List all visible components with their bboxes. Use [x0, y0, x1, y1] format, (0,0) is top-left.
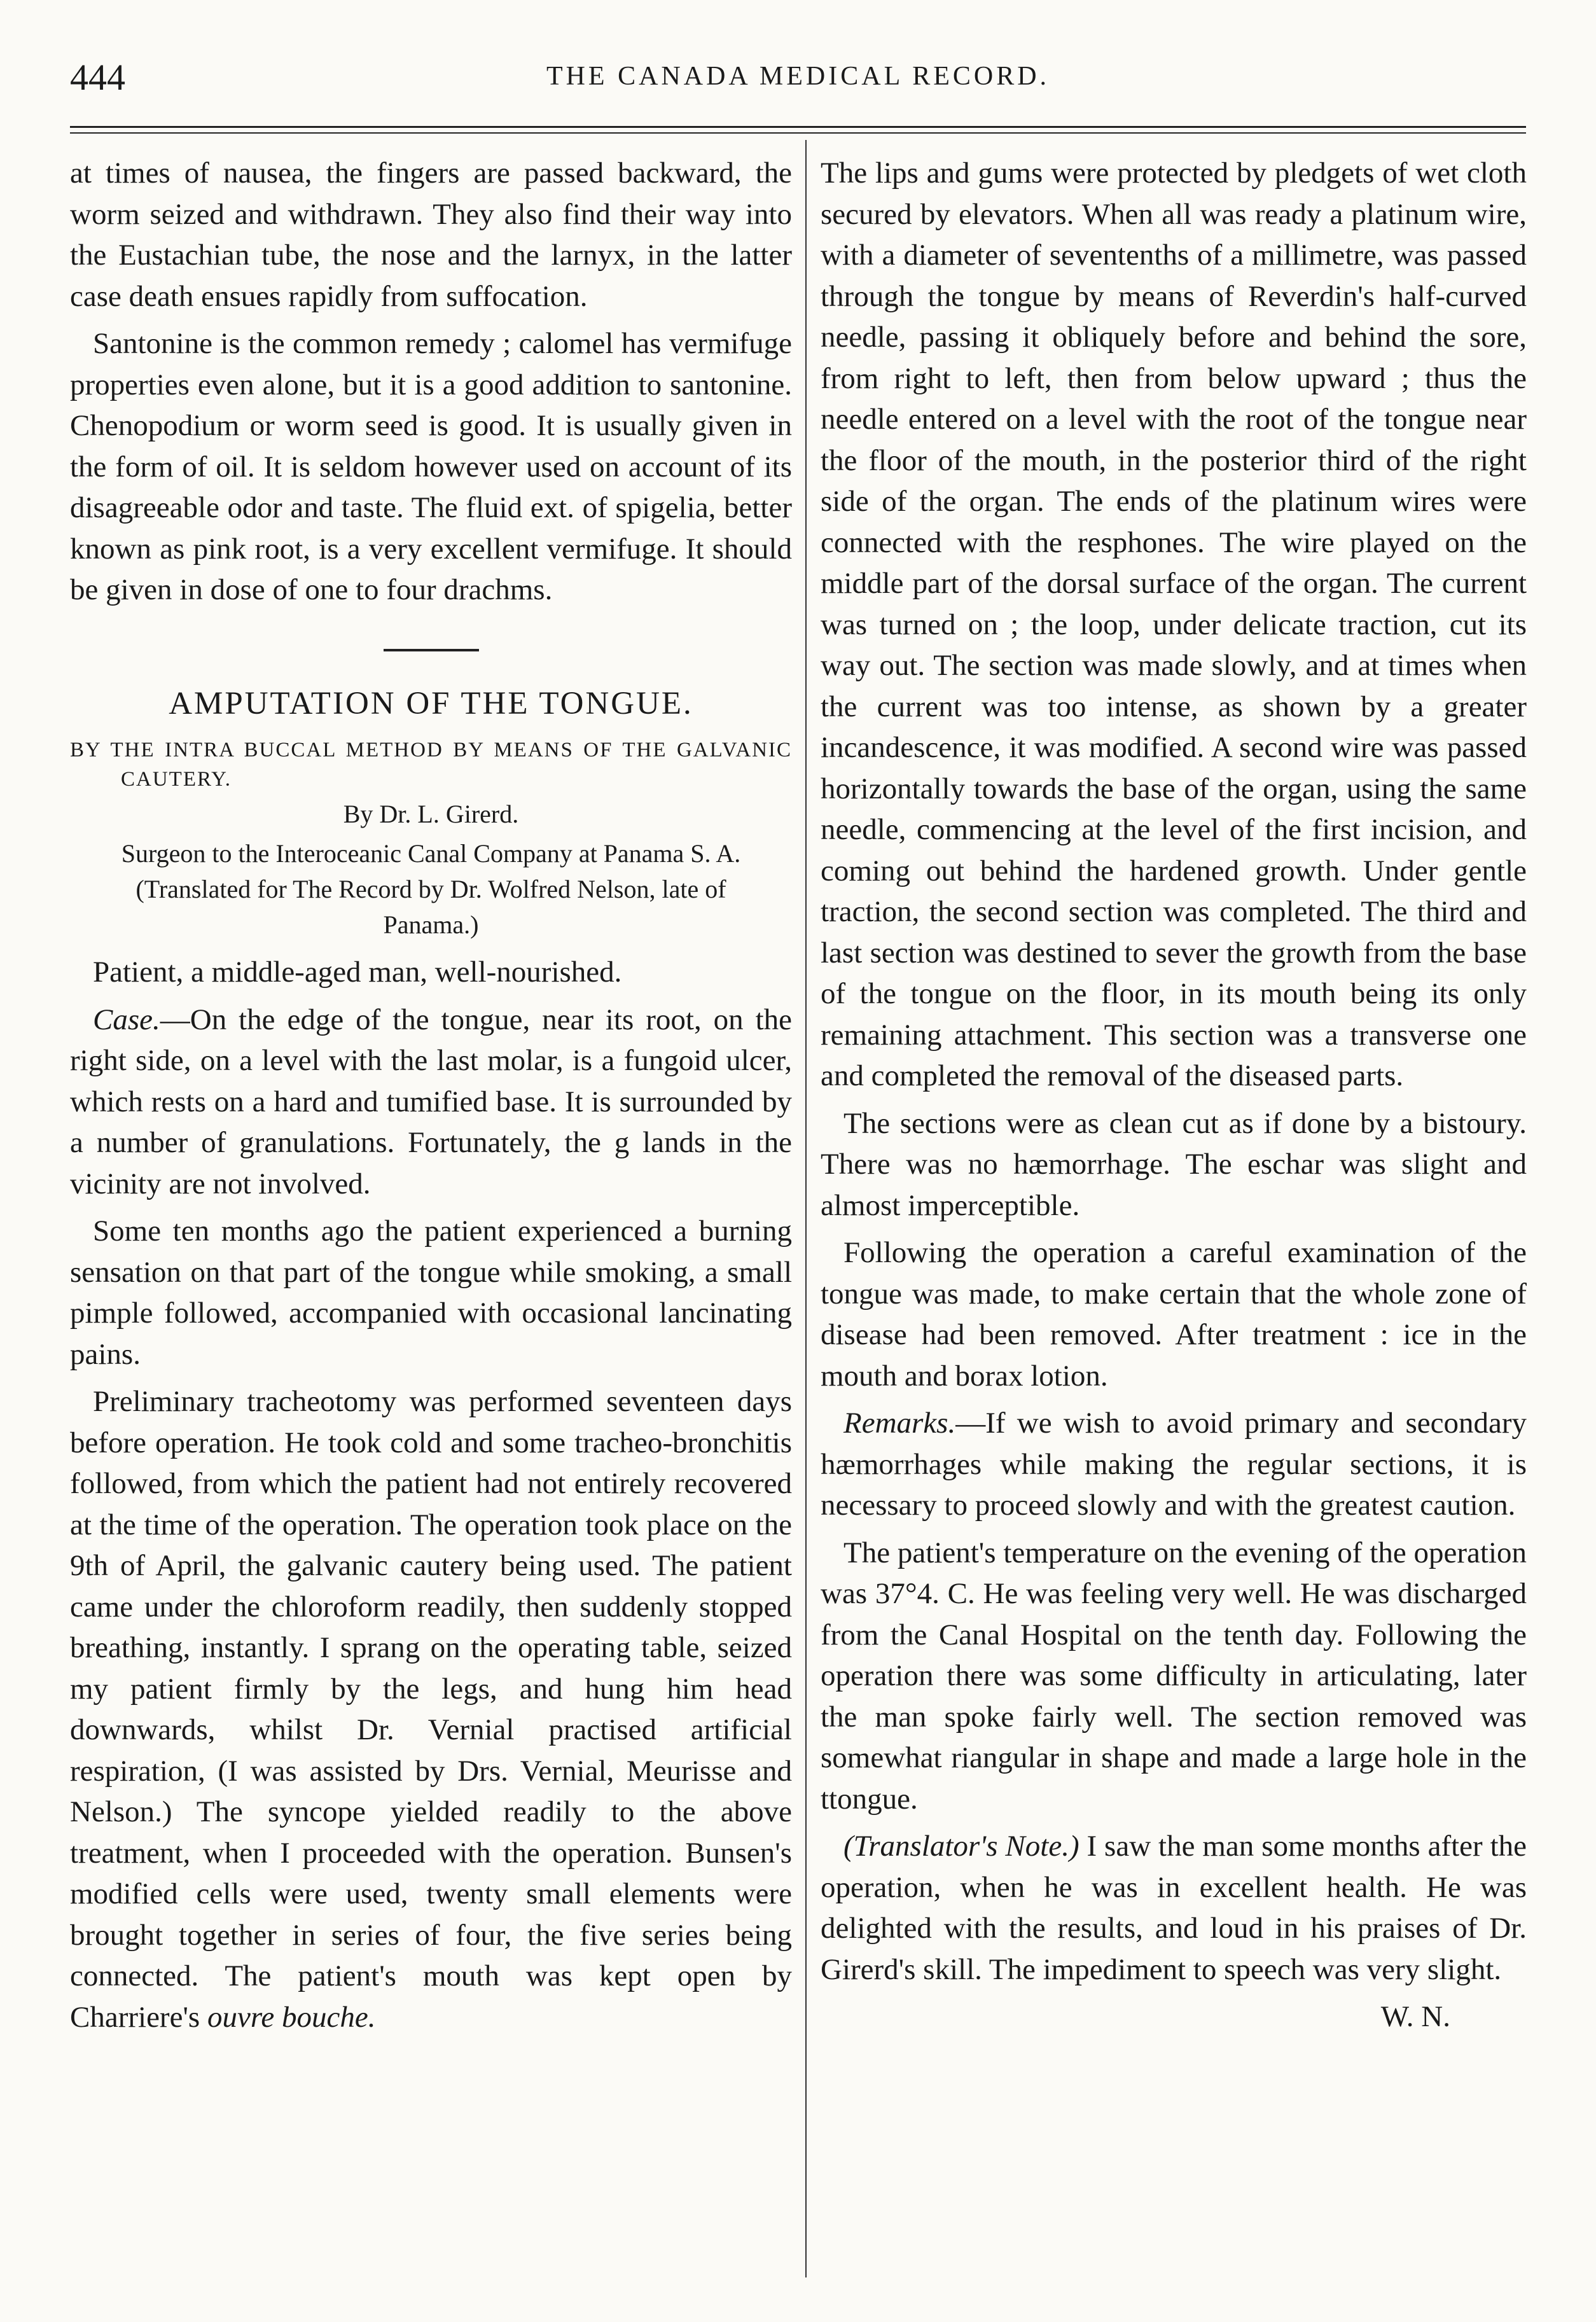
case-text: —On the edge of the tongue, near its root, on the right side, on a level with the last molar, is a fungoid ulcer, which rests on a hard and tumified base. It is surrounded by a number of granulations. Fortunately, the g lands in the vicinity are not involved. [70, 1003, 792, 1200]
case-label: Case. [93, 1003, 160, 1036]
paragraph: at times of nausea, the fingers are passed backward, the worm seized and withdrawn. They also find their way into the Eustachian tube, the nose and the larnyx, in the latter case death ensues rapidly from suffocation. [70, 156, 792, 313]
remarks-text: —If we wish to avoid primary and secondary hæmorrhages while making the regular sections, it is necessary to proceed slowly and with the greatest caution. [821, 1407, 1527, 1522]
article-author: By Dr. L. Girerd. [343, 800, 519, 828]
section-separator [384, 649, 479, 651]
translator-note-text: I saw the man some months after the operation, when he was in excellent health. He was delighted with the results, and loud in his praises of Dr. Girerd's skill. The impediment to speech was very slight. [821, 1830, 1527, 1986]
article-title: AMPUTATION OF THE TONGUE. [169, 685, 693, 721]
left-column [70, 153, 792, 2277]
header-rule-secondary [70, 132, 1526, 134]
remarks-label: Remarks. [843, 1407, 956, 1440]
paragraph: The lips and gums were protected by pledgets of wet cloth secured by elevators. When all was ready a platinum wire, with a diameter of seventenths of a millimetre, was passed through the tongue by means of Reverdin's half-curved needle, passing it obliquely before and behind the sore, from right to left, then from below upward ; thus the needle entered on a level with the root of the tongue near the floor of the mouth, in the posterior third of the right side of the organ. The ends of the platinum wires were connected with the resphones. The wire played on the middle part of the dorsal surface of the organ. The current was turned on ; the loop, under delicate traction, cut its way out. The section was made slowly, and at times when the current was too intense, as shown by a greater incandescence, it was modified. A second wire was passed horizontally towards the base of the organ, using the same needle, commencing at the level of the first incision, and coming out behind the hardened growth. Under gentle traction, the second section was completed. The third and last section was destined to sever the growth from the base of the tongue on the floor, in its mouth being its only remaining attachment. This section was a transverse one and completed the removal of the diseased parts. [821, 156, 1527, 1092]
paragraph: The patient's temperature on the evening of the operation was 37°4. C. He was feeling very well. He was discharged from the Canal Hospital on the tenth day. Following the operation there was some difficulty in articulating, later the man spoke fairly well. The section removed was somewhat riangular in shape and made a large hole in the ttongue. [821, 1536, 1527, 1816]
signature: W. N. [1380, 2000, 1450, 2033]
paragraph: Santonine is the common remedy ; calomel has vermifuge properties even alone, but it is a good addition to santonine. Chenopodium or worm seed is good. It is usually given in the form of oil. It is seldom however used on account of its disagreeable odor and taste. The fluid ext. of spigelia, better known as pink root, is a very excellent vermifuge. It should be given in dose of one to four drachms. [70, 327, 792, 606]
paragraph: Some ten months ago the patient experienced a burning sensation on that part of the tongue while smoking, a small pimple followed, accompanied with occasional lancinating pains. [70, 1214, 792, 1371]
paragraph: The sections were as clean cut as if done by a bistoury. There was no hæmorrhage. The eschar was slight and almost imperceptible. [821, 1106, 1527, 1222]
running-head: THE CANADA MEDICAL RECORD. [546, 62, 1050, 91]
translator-note-label: (Translator's Note.) [843, 1830, 1079, 1863]
right-column [821, 153, 1527, 2277]
paragraph-translator-note [821, 1826, 1527, 1990]
article-byline: BY THE INTRA BUCCAL METHOD BY MEANS OF THE GALVANIC CAUTERY. [70, 739, 792, 791]
column-divider [805, 140, 807, 2277]
paragraph-case [70, 999, 792, 1205]
paragraph: Patient, a middle-aged man, well-nourished. [93, 956, 622, 989]
paragraph [70, 1381, 792, 2038]
italic-phrase: ouvre bouche. [207, 2000, 376, 2034]
paragraph: Following the operation a careful examination of the tongue was made, to make certain that the whole zone of disease had been removed. After treatment : ice in the mouth and borax lotion. [821, 1236, 1527, 1393]
page-header [70, 56, 1526, 101]
paragraph-remarks [821, 1403, 1527, 1526]
header-rule [70, 126, 1526, 128]
paragraph-text: Preliminary tracheotomy was performed seventeen days before operation. He took cold and some tracheo-bronchitis followed, from which the patient had not entirely recovered at the time of the operation. The operation took place on the 9th of April, the galvanic cautery being used. The patient came under the chloroform readily, then suddenly stopped breathing, instantly. I sprang on the operating table, seized my patient firmly by the legs, and hung him head downwards, whilst Dr. Vernial practised artificial respiration, (I was assisted by Drs. Vernial, Meurisse and Nelson.) The syncope yielded readily to the above treatment, when I proceeded with the operation. Bunsen's modified cells were used, twenty small elements were brought together in series of four, the five series being connected. The patient's mouth was kept open by Charriere's [70, 1385, 792, 2034]
page-number: 444 [70, 57, 125, 98]
author-affiliation: Surgeon to the Interoceanic Canal Company at Panama S. A. (Translated for The Record by Dr. Wolfred Nelson, late of Panama.) [121, 839, 741, 939]
